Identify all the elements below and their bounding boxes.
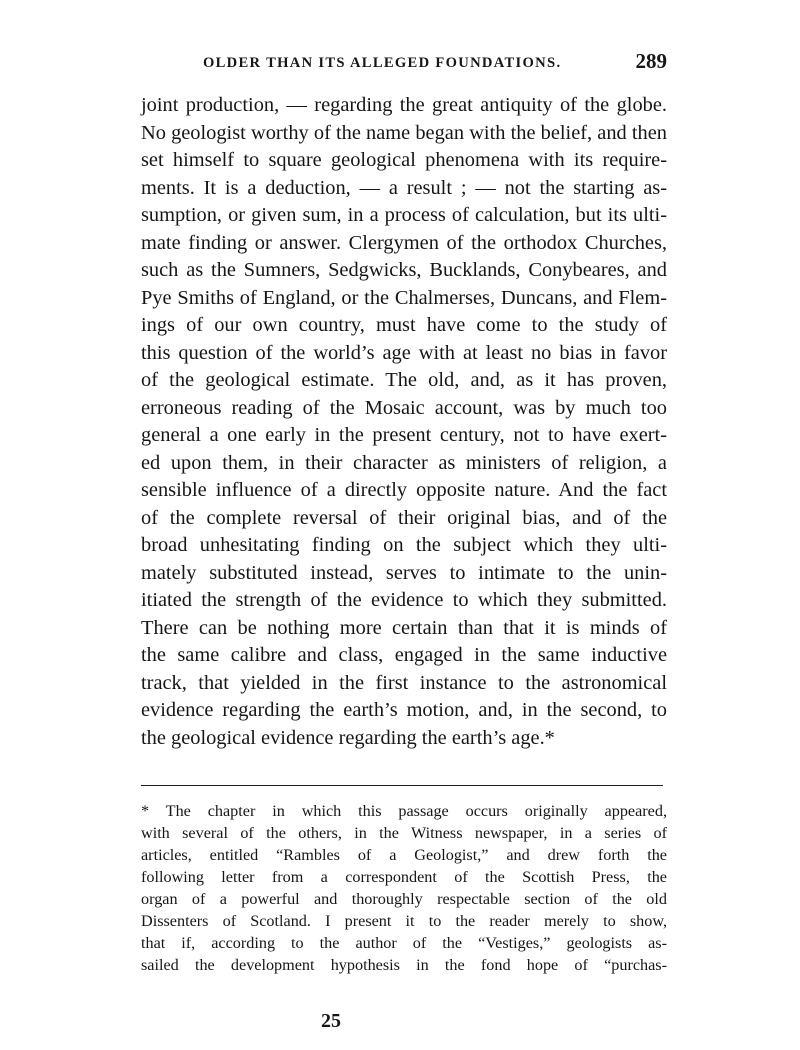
text-line: such as the Sumners, Sedgwicks, Bucklands, Conybeares, and — [141, 259, 667, 281]
text-line: of the geological estimate. The old, and, as it has proven, — [141, 369, 667, 391]
text-line: set himself to square geological phenomena with its require- — [141, 149, 667, 171]
body-text — [141, 92, 667, 752]
footnote-line: sailed the development hypothesis in the fond hope of “purchas- — [141, 956, 667, 974]
text-line: joint production, — regarding the great antiquity of the globe. — [141, 94, 667, 116]
footnote-line: * The chapter in which this passage occurs originally appeared, — [141, 802, 667, 820]
page-header — [141, 50, 667, 78]
text-line: broad unhesitating finding on the subject which they ulti- — [141, 534, 667, 556]
text-line: general a one early in the present century, not to have exert- — [141, 424, 667, 446]
footnote-line: articles, entitled “Rambles of a Geologist,” and drew forth the — [141, 846, 667, 864]
text-line: the geological evidence regarding the earth’s age.* — [141, 726, 555, 749]
footnote-line: Dissenters of Scotland. I present it to the reader merely to show, — [141, 912, 667, 930]
footnote-rule — [141, 785, 663, 786]
text-line: mate finding or answer. Clergymen of the orthodox Churches, — [141, 231, 667, 254]
text-line: ed upon them, in their character as ministers of religion, a — [141, 451, 667, 474]
text-line: the same calibre and class, engaged in the same inductive — [141, 644, 667, 666]
text-line: mately substituted instead, serves to intimate to the unin- — [141, 561, 667, 584]
text-line: erroneous reading of the Mosaic account, was by much too — [141, 396, 667, 419]
text-line: evidence regarding the earth’s motion, and, in the second, to — [141, 699, 667, 721]
footnote-line: following letter from a correspondent of the Scottish Press, the — [141, 868, 667, 886]
text-line: sensible influence of a directly opposite nature. And the fact — [141, 479, 667, 501]
text-line: of the complete reversal of their original bias, and of the — [141, 506, 667, 529]
text-line: itiated the strength of the evidence to which they submitted. — [141, 589, 667, 611]
footnote — [141, 800, 667, 976]
text-line: Pye Smiths of England, or the Chalmerses, Duncans, and Flem- — [141, 286, 667, 309]
page-number: 289 — [635, 49, 667, 73]
running-head: OLDER THAN ITS ALLEGED FOUNDATIONS. — [203, 55, 562, 71]
text-line: ings of our own country, must have come to the study of — [141, 314, 667, 336]
footnote-line: organ of a powerful and thoroughly respectable section of the old — [141, 890, 667, 908]
text-line: No geologist worthy of the name began with the belief, and then — [141, 121, 667, 144]
text-line: sumption, or given sum, in a process of calculation, but its ulti- — [141, 204, 667, 226]
text-line: track, that yielded in the first instance to the astronomical — [141, 671, 667, 694]
footnote-line: with several of the others, in the Witness newspaper, in a series of — [141, 824, 667, 842]
text-line: this question of the world’s age with at least no bias in favor — [141, 341, 667, 364]
footnote-line: that if, according to the author of the “Vestiges,” geologists as- — [141, 934, 667, 952]
signature-mark: 25 — [321, 1010, 341, 1032]
text-line: There can be nothing more certain than that it is minds of — [141, 616, 667, 639]
text-line: ments. It is a deduction, — a result ; — not the starting as- — [141, 176, 667, 199]
